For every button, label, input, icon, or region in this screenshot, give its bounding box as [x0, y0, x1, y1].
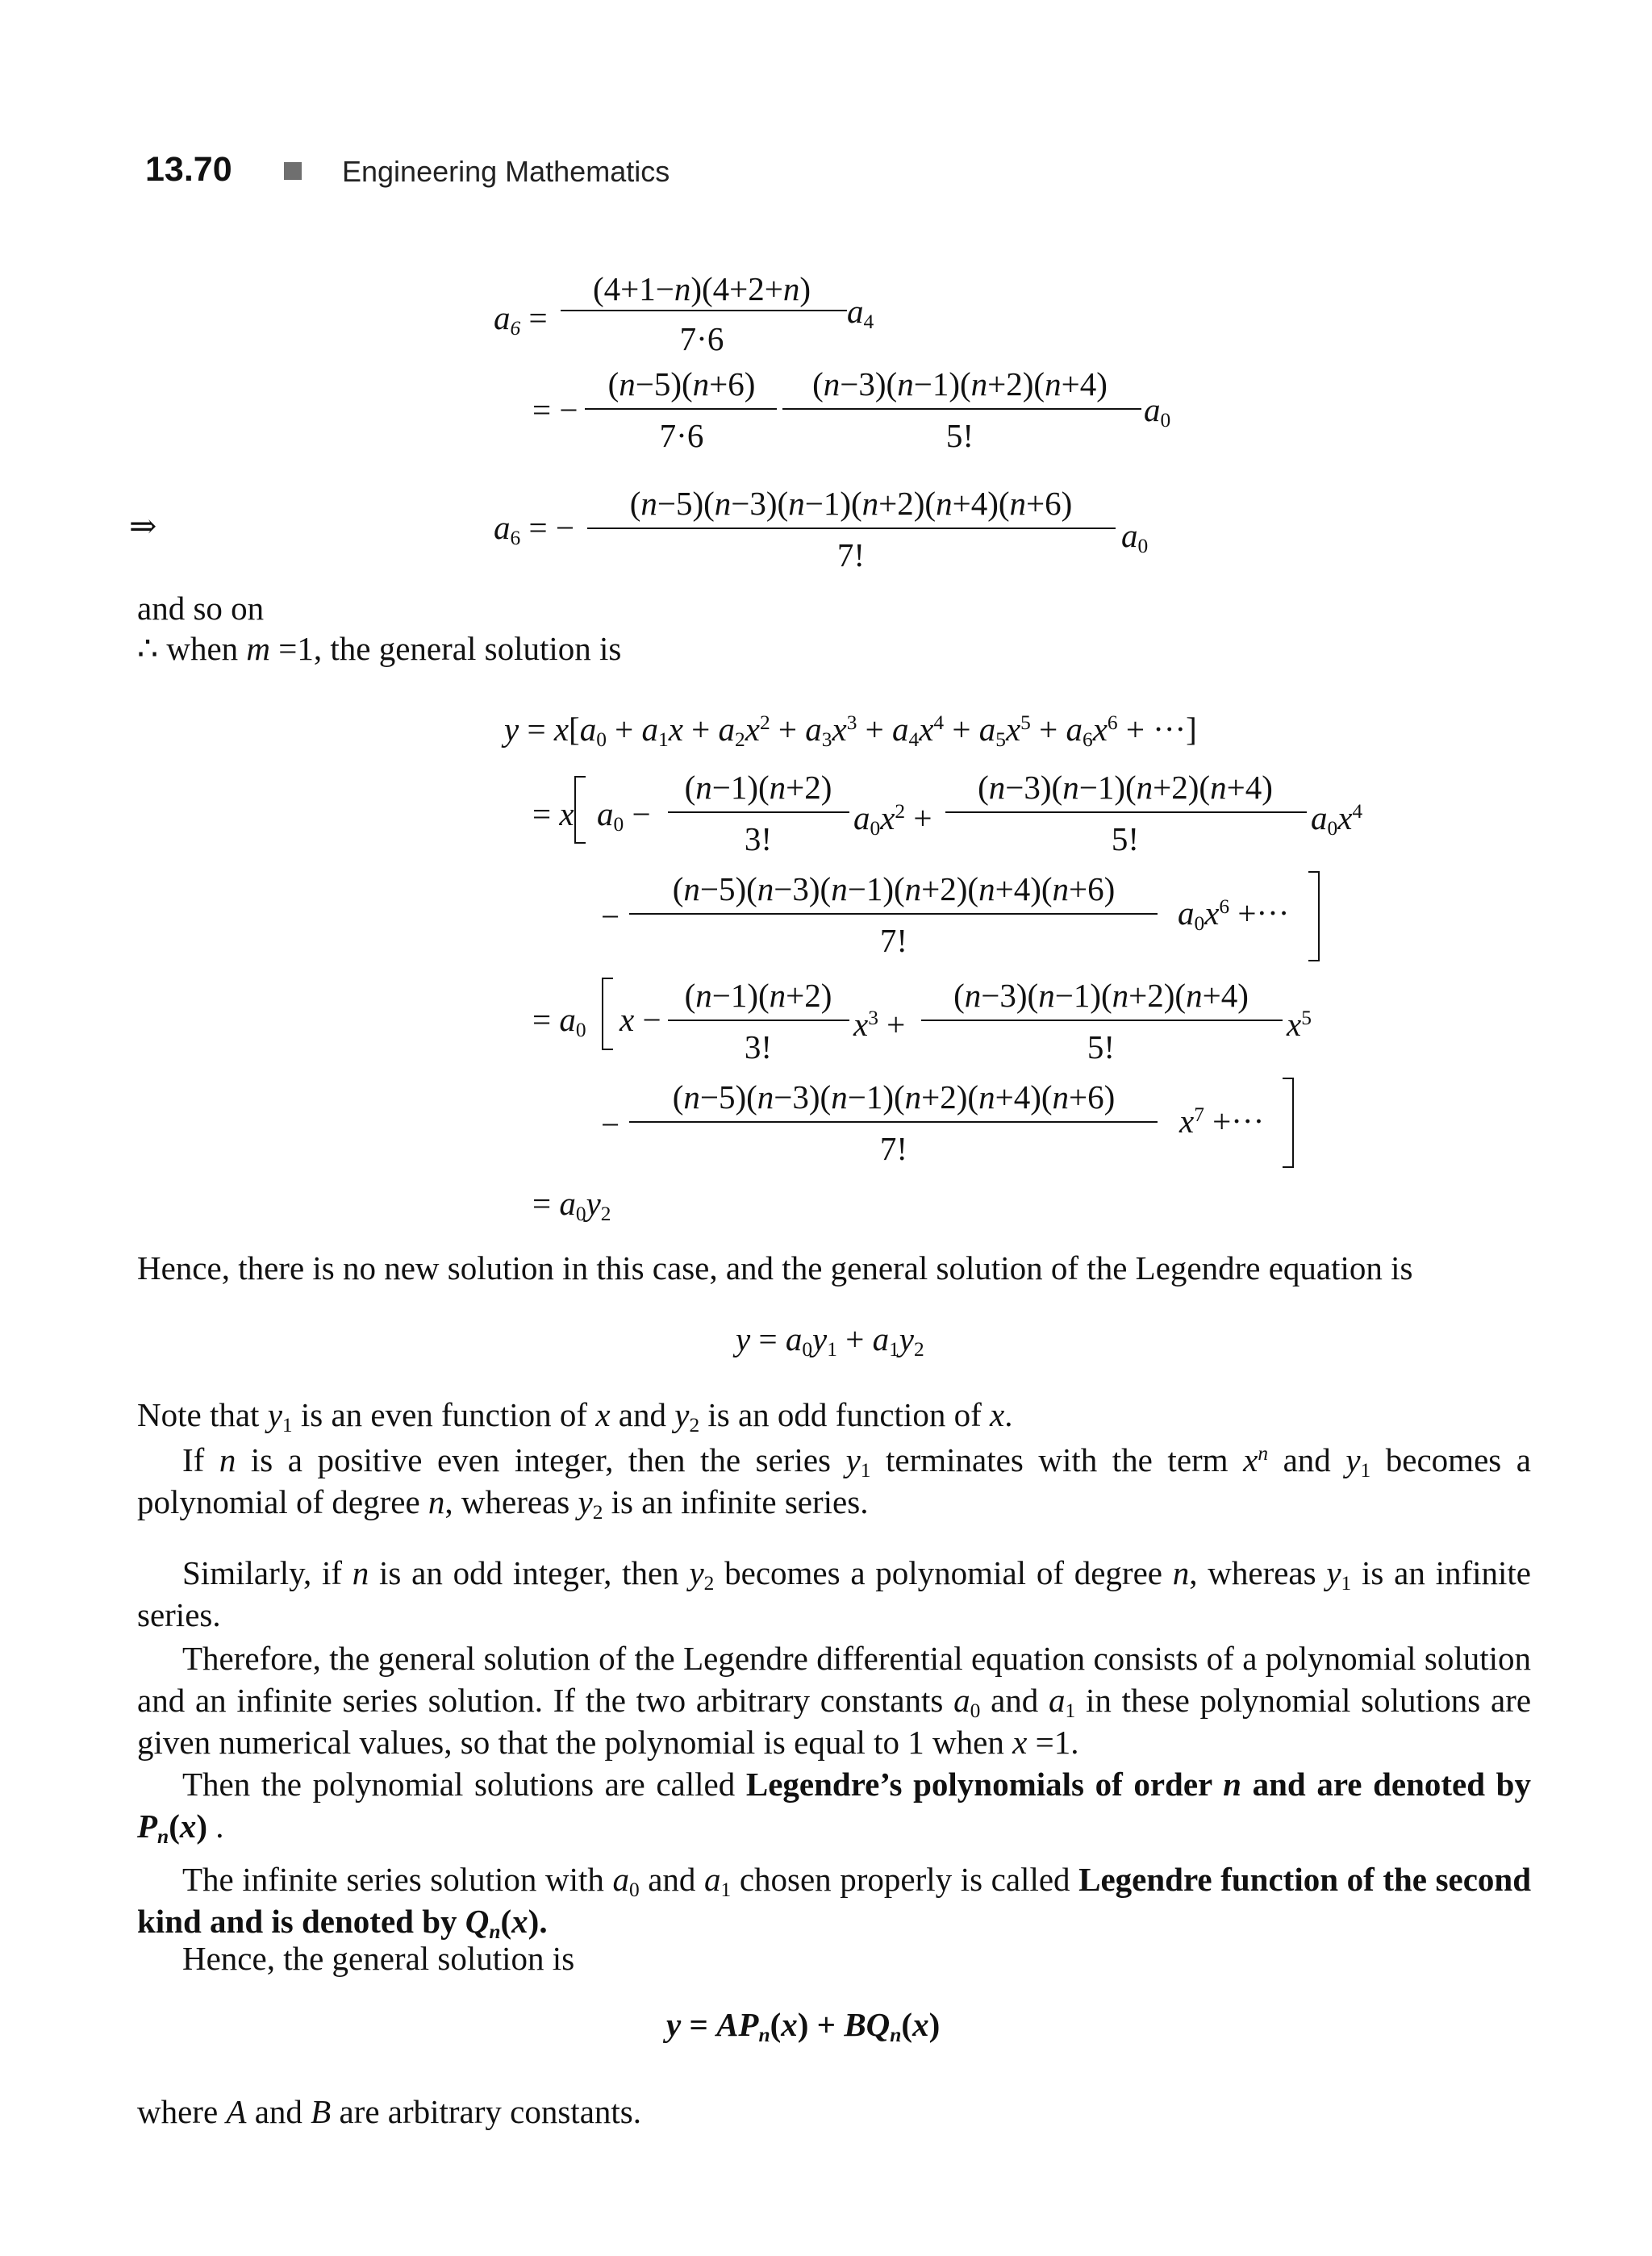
minus-sign: −	[601, 898, 620, 935]
fraction-line	[921, 1020, 1283, 1021]
fraction-line	[945, 811, 1307, 813]
a6-denominator-2b: 5!	[945, 417, 974, 454]
fraction-line	[668, 811, 849, 813]
fraction-line	[561, 310, 847, 311]
a6-numerator-2a: (n−5)(n+6)	[607, 365, 756, 402]
a0x6-term: $a_0x^6$ +···	[1178, 894, 1290, 936]
fraction-line	[782, 408, 1141, 410]
a6-numerator-2b: (n−3)(n−1)(n+2)(n+4)	[812, 365, 1108, 402]
note-even-odd: Note that $y_1$ is an even function of x and $y_2$ is an odd function of x.	[137, 1396, 1013, 1437]
paragraph-even-integer: If n is a positive even integer, then the series $y_1$ terminates with the term $x^n$ and $y_1$ becomes a polynomial of degree n, whereas $y_2$ is an infinite series.	[137, 1441, 1531, 1524]
num-531246: (n−5)(n−3)(n−1)(n+2)(n+4)(n+6)	[672, 870, 1116, 907]
right-bracket	[1283, 1078, 1294, 1168]
left-bracket	[602, 978, 613, 1050]
paragraph-odd-integer: Similarly, if n is an odd integer, then $y_2$ becomes a polynomial of degree n, whereas $y_1$ is an infinite series.	[137, 1554, 1532, 1633]
coef-a4: $a_4$	[847, 293, 874, 334]
a0-term: $a_0$ −	[597, 795, 651, 836]
header-square-icon	[284, 162, 302, 180]
den-3f: 3!	[744, 1028, 773, 1065]
eq-a0: = $a_0$	[532, 1001, 586, 1042]
book-title: Engineering Mathematics	[342, 155, 670, 188]
fraction-line	[629, 1121, 1158, 1123]
a6-numerator-3: (n−5)(n−3)(n−1)(n+2)(n+4)(n+6)	[629, 485, 1073, 522]
fraction-line	[668, 1020, 849, 1021]
num-n1-n2: (n−1)(n+2)	[684, 977, 832, 1014]
left-bracket	[574, 776, 586, 844]
arbitrary-constants: where A and B are arbitrary constants.	[137, 2093, 641, 2130]
paragraph-second-kind: The infinite series solution with $a_0$ and $a_1$ chosen properly is called Legendre function of the second kind and is denoted by $Q_n(x)$.	[137, 1861, 1532, 1944]
x3-term: $x^3$ +	[853, 1006, 906, 1043]
eq-sign-minus: = −	[532, 391, 578, 428]
a6-numerator-1: (4+1−n)(4+2+n)	[592, 270, 811, 307]
hence-general-solution: Hence, the general solution is	[182, 1940, 575, 1977]
num-3124: (n−3)(n−1)(n+2)(n+4)	[978, 769, 1273, 806]
coef-a0: $a_0$	[1144, 391, 1171, 432]
den-5f: 5!	[1087, 1028, 1116, 1065]
and-so-on: and so on	[137, 590, 265, 627]
den-7f: 7!	[879, 1130, 908, 1167]
general-solution-AB: $y = AP_n(x) + BQ_n(x)$	[666, 2006, 941, 2047]
den-3f: 3!	[744, 820, 773, 857]
coef-a0: $a_0$	[1121, 517, 1149, 558]
fraction-line	[629, 913, 1158, 915]
fraction-line	[587, 528, 1116, 529]
a0y2: = $a_0y_2$	[532, 1185, 611, 1226]
den-7f: 7!	[879, 922, 908, 959]
den-5f: 5!	[1111, 820, 1140, 857]
general-solution-y: $y = a_0y_1 + a_1y_2$	[736, 1320, 924, 1362]
a6-lhs: $a_6$ =	[494, 299, 548, 340]
paragraph-legendre-polynomials: Then the polynomial solutions are called Legendre’s polynomials of order n and are denoted by $P_n(x)$ .	[137, 1766, 1531, 1849]
right-bracket	[1308, 871, 1320, 961]
page-number: 13.70	[145, 150, 232, 189]
implies-arrow: ⇒	[129, 507, 157, 544]
eq-x: = x	[532, 795, 574, 832]
y-series: $y = x[a_0 + a_1x + a_2x^2 + a_3x^3 + a_4x^4 + a_5x^5 + a_6x^6$ + ···]	[504, 711, 1197, 752]
a6-denominator-2a: 7·6	[659, 417, 704, 454]
when-m-equals-1: ∴ when m =1, the general solution is	[137, 630, 622, 667]
num-531246: (n−5)(n−3)(n−1)(n+2)(n+4)(n+6)	[672, 1078, 1116, 1115]
a6-denominator-3: 7!	[836, 536, 866, 573]
fraction-line	[585, 408, 777, 410]
hence-no-new-solution: Hence, there is no new solution in this case, and the general solution of the Legendre equation is	[137, 1249, 1413, 1286]
paragraph-therefore: Therefore, the general solution of the Legendre differential equation consists of a polynomial solution and an infinite series solution. If the two arbitrary constants $a_0$ and $a_1$ in these polynomial solutions are given numerical values, so that the polynomial is equal to 1 when x =1.	[137, 1640, 1532, 1761]
x5-term: $x^5$	[1287, 1006, 1312, 1043]
minus-sign: −	[601, 1106, 620, 1143]
x7-term: $x^7$ +···	[1179, 1103, 1265, 1140]
x-term: x −	[620, 1001, 661, 1038]
num-3124: (n−3)(n−1)(n+2)(n+4)	[953, 977, 1249, 1014]
a0x4-term: $a_0x^4$	[1311, 799, 1363, 840]
num-n1-n2: (n−1)(n+2)	[684, 769, 832, 806]
a0x2-term: $a_0x^2$ +	[853, 799, 932, 840]
a6-denominator-1: 7·6	[679, 320, 724, 357]
a6-lhs-2: $a_6$ = −	[494, 509, 574, 550]
